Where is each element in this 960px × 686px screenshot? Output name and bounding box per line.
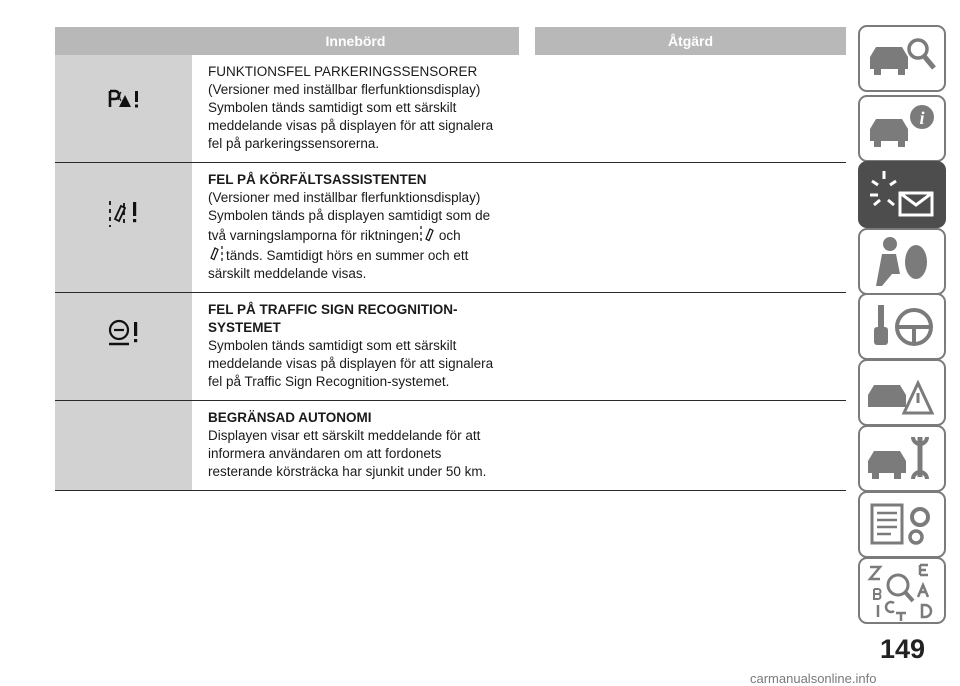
row-text-fragment: två varningslamporna för riktningen (208, 228, 419, 243)
chapter-tab-maintenance[interactable] (858, 425, 946, 492)
lane-assist-warning-icon (106, 199, 142, 227)
row-text-fragment: tänds. Samtidigt hörs en summer och ett (226, 248, 469, 263)
lane-left-icon (419, 225, 439, 243)
row-text: resterande körsträcka har sjunkit under 50 km. (208, 464, 487, 479)
warning-light-message-icon (860, 163, 944, 226)
row-text: särskilt meddelande visas. (208, 266, 367, 281)
alphabetical-index-icon (860, 559, 944, 622)
row-text: Symbolen tänds på displayen samtidigt som de (208, 208, 491, 223)
row-text: informera användaren om att fordonets (208, 446, 442, 461)
car-search-icon (860, 27, 944, 90)
chapter-tab-starting-driving[interactable] (858, 293, 946, 360)
row-text: (Versioner med inställbar flerfunktionsdisplay) (208, 82, 481, 97)
parking-sensor-warning-icon (107, 88, 141, 112)
chapter-tab-safety[interactable] (858, 228, 946, 295)
row-text-fragment: och (438, 228, 461, 243)
chapter-tab-technical-data[interactable] (858, 491, 946, 558)
spec-list-gear-icon (860, 493, 944, 556)
row-text: Symbolen tänds samtidigt som ett särskilt (208, 100, 457, 115)
lane-right-icon (208, 245, 226, 263)
row-text: (Versioner med inställbar flerfunktionsdisplay) (208, 190, 481, 205)
airbag-person-icon (860, 230, 944, 293)
header-action: Åtgärd (535, 27, 846, 55)
row-text: Displayen visar ett särskilt meddelande för att (208, 428, 481, 443)
row-title: FEL PÅ KÖRFÄLTSASSISTENTEN (208, 172, 427, 187)
key-steering-wheel-icon (860, 295, 944, 358)
header-meaning: Innebörd (192, 27, 519, 55)
table-row (55, 163, 846, 293)
table-row (55, 293, 846, 401)
row-text (208, 225, 518, 245)
row-text: fel på Traffic Sign Recognition-systemet. (208, 374, 450, 389)
row-title: SYSTEMET (208, 320, 281, 335)
row-text: meddelande visas på displayen för att signalera (208, 356, 494, 371)
chapter-tab-warning-lights[interactable] (858, 161, 946, 228)
car-warning-triangle-icon (860, 361, 944, 424)
watermark: carmanualsonline.info (750, 671, 877, 686)
row-text: Symbolen tänds samtidigt som ett särskilt (208, 338, 457, 353)
row-text: fel på parkeringssensorerna. (208, 136, 380, 151)
table-row (55, 55, 846, 163)
row-title: FEL PÅ TRAFFIC SIGN RECOGNITION- (208, 302, 458, 317)
chapter-tab-index[interactable] (858, 557, 946, 624)
chapter-tab-car-info[interactable] (858, 95, 946, 162)
row-title: BEGRÄNSAD AUTONOMI (208, 410, 372, 425)
table-header (55, 27, 846, 55)
row-text (208, 245, 518, 265)
warning-lights-table (55, 27, 846, 491)
row-text: meddelande visas på displayen för att signalera (208, 118, 494, 133)
svg-text:i: i (919, 108, 925, 128)
car-wrench-icon (860, 427, 944, 490)
row-title: FUNKTIONSFEL PARKERINGSSENSORER (208, 64, 478, 79)
car-info-icon (860, 97, 944, 160)
header-icon-column (55, 27, 192, 55)
chapter-tab-car-search[interactable] (858, 25, 946, 92)
page-number: 149 (880, 634, 926, 664)
chapter-tab-emergency[interactable] (858, 359, 946, 426)
traffic-sign-recognition-warning-icon (106, 319, 142, 349)
table-row (55, 401, 846, 491)
